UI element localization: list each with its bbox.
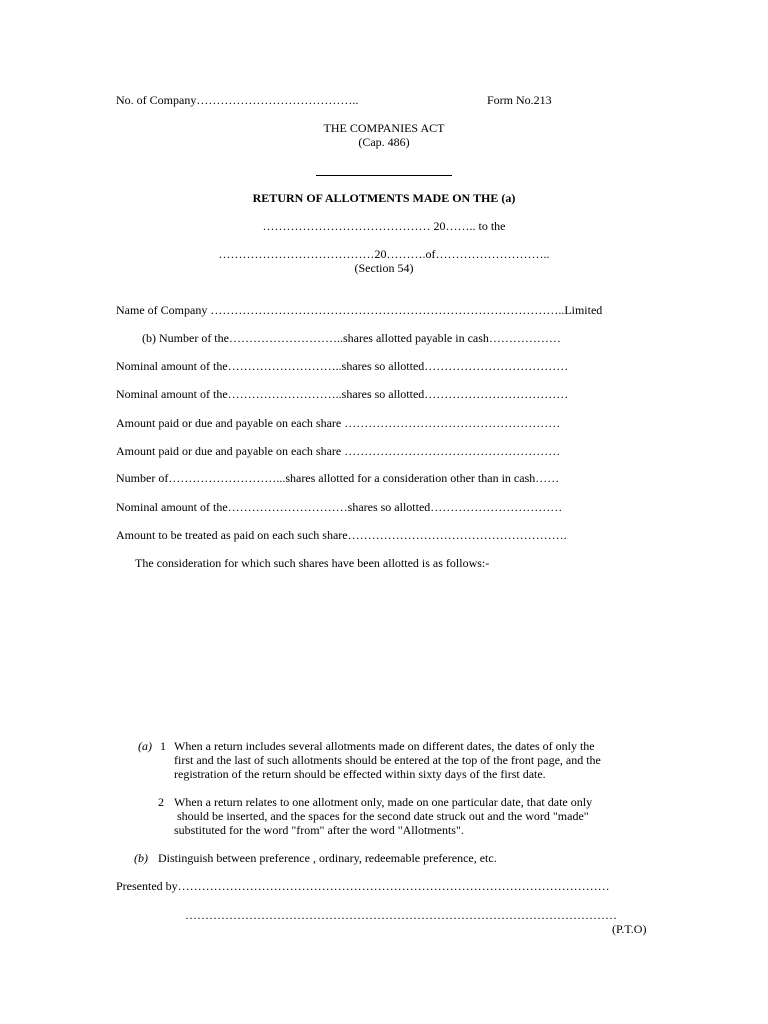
note-2-number: 2 [158,795,164,809]
date-line-1: …………………………………… 20…….. to the [262,219,506,233]
act-title: THE COMPANIES ACT [323,121,445,135]
note-2-line-3: substituted for the word "from" after the word "Allotments". [174,823,464,837]
presented-by-continuation: ……………………………………………………………………………………………… [185,908,617,922]
number-other-than-cash-field: Number of………………………...shares allotted for a consideration other than in cash…… [116,471,560,485]
note-1-line-1: When a return includes several allotments made on different dates, the dates of only the [174,739,595,753]
nominal-amount-field-2: Nominal amount of the………………………..shares so allotted……………………………… [116,387,569,401]
presented-by-line: Presented by……………………………………………………………………………………………… [116,879,610,893]
note-1-line-3: registration of the return should be effected within sixty days of the first date. [174,767,546,781]
note-2-line-1: When a return relates to one allotment only, made on one particular date, that date only [174,795,593,809]
act-cap: (Cap. 486) [358,135,410,149]
name-of-company-field: Name of Company ……………………………………………………………………………..Limited [116,303,603,317]
consideration-heading: The consideration for which such shares have been allotted is as follows:- [135,556,490,570]
note-b-text: Distinguish between preference , ordinary, redeemable preference, etc. [158,851,497,865]
return-title: RETURN OF ALLOTMENTS MADE ON THE (a) [252,191,516,205]
section-reference: (Section 54) [354,261,414,275]
nominal-amount-field-1: Nominal amount of the………………………..shares so allotted……………………………… [116,359,569,373]
pto-marker: (P.T.O) [612,922,647,936]
note-b-marker: (b) [134,851,148,865]
date-line-2: …………………………………20……….of……………………….. [218,247,550,261]
amount-paid-field-1: Amount paid or due and payable on each share ……………………………………………… [116,416,561,430]
form-number: Form No.213 [487,93,552,107]
note-1-line-2: first and the last of such allotments should be entered at the top of the front page, and the [174,753,601,767]
note-1-number: 1 [160,739,166,753]
company-number-line: No. of Company………………………………….. [116,93,359,107]
shares-cash-field: (b) Number of the………………………..shares allotted payable in cash……………… [142,331,561,345]
amount-paid-field-2: Amount paid or due and payable on each share ……………………………………………… [116,444,561,458]
amount-treated-field: Amount to be treated as paid on each such share………………………………………………. [116,528,567,542]
note-2-line-2: should be inserted, and the spaces for the second date struck out and the word "made" [177,809,589,823]
note-a-marker: (a) [138,739,152,753]
title-divider [316,175,452,176]
nominal-amount-field-3: Nominal amount of the…………………………shares so allotted…………………………… [116,500,563,514]
